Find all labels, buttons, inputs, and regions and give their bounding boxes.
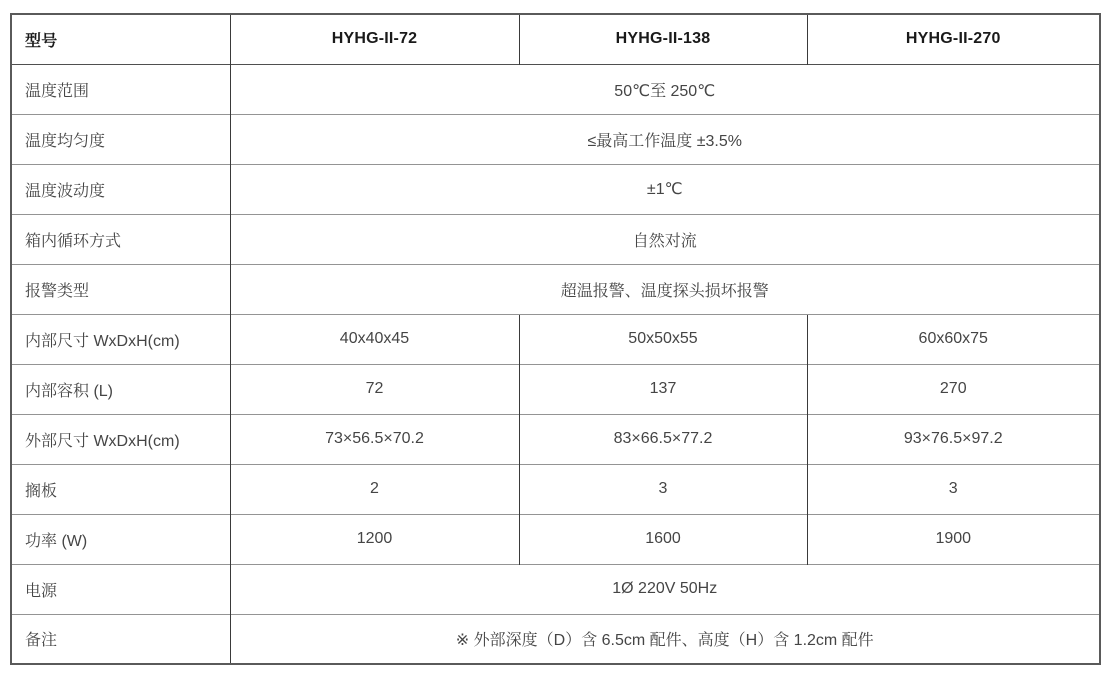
row-merged-value: 超温报警、温度探头损坏报警 xyxy=(230,264,1100,314)
header-model-label: 型号 xyxy=(25,32,58,50)
row-value-cell: 1200 xyxy=(230,514,519,564)
row-value-cell: 72 xyxy=(230,364,519,414)
row-label: 温度波动度 xyxy=(11,164,230,214)
table-row-power xyxy=(11,514,1100,564)
row-label: 内部尺寸 WxDxH(cm) xyxy=(11,314,230,364)
row-value-cell: 83×66.5×77.2 xyxy=(519,414,807,464)
table-row-internal-volume xyxy=(11,364,1100,414)
row-value-cell: 1600 xyxy=(519,514,807,564)
table-row-temperature-uniformity xyxy=(11,114,1100,164)
row-merged-value: ±1℃ xyxy=(230,164,1100,214)
row-label: 温度均匀度 xyxy=(11,114,230,164)
row-label: 内部容积 (L) xyxy=(11,364,230,414)
table-row-external-dimensions xyxy=(11,414,1100,464)
header-model-hyhg-ii-138: HYHG-II-138 xyxy=(519,14,807,64)
table-header-row xyxy=(11,14,1100,64)
row-value-cell: 93×76.5×97.2 xyxy=(807,414,1100,464)
row-value-cell: 270 xyxy=(807,364,1100,414)
table-row-temperature-range xyxy=(11,64,1100,114)
row-value-cell: 2 xyxy=(230,464,519,514)
row-value-cell: 60x60x75 xyxy=(807,314,1100,364)
row-label: 电源 xyxy=(11,564,230,614)
row-value-cell: 50x50x55 xyxy=(519,314,807,364)
table-row-shelves xyxy=(11,464,1100,514)
row-label: 报警类型 xyxy=(11,264,230,314)
table-row-alarm-type xyxy=(11,264,1100,314)
row-merged-value: ※ 外部深度（D）含 6.5cm 配件、高度（H）含 1.2cm 配件 xyxy=(230,614,1100,664)
row-label: 备注 xyxy=(11,614,230,664)
spec-table xyxy=(10,13,1101,665)
row-label: 外部尺寸 WxDxH(cm) xyxy=(11,414,230,464)
row-label: 搁板 xyxy=(11,464,230,514)
row-value-cell: 137 xyxy=(519,364,807,414)
row-value-cell: 3 xyxy=(519,464,807,514)
row-merged-value: 50℃至 250℃ xyxy=(230,64,1100,114)
row-value-cell: 3 xyxy=(807,464,1100,514)
row-merged-value: 自然对流 xyxy=(230,214,1100,264)
row-merged-value: 1Ø 220V 50Hz xyxy=(230,564,1100,614)
header-model-hyhg-ii-270: HYHG-II-270 xyxy=(807,14,1100,64)
row-merged-value: ≤最高工作温度 ±3.5% xyxy=(230,114,1100,164)
row-value-cell: 1900 xyxy=(807,514,1100,564)
table-row-internal-dimensions xyxy=(11,314,1100,364)
table-row-circulation-mode xyxy=(11,214,1100,264)
header-model-hyhg-ii-72: HYHG-II-72 xyxy=(230,14,519,64)
row-value-cell: 73×56.5×70.2 xyxy=(230,414,519,464)
row-label: 箱内循环方式 xyxy=(11,214,230,264)
row-value-cell: 40x40x45 xyxy=(230,314,519,364)
table-row-remarks xyxy=(11,614,1100,664)
table-row-temperature-fluctuation xyxy=(11,164,1100,214)
row-label: 功率 (W) xyxy=(11,514,230,564)
table-row-power-supply xyxy=(11,564,1100,614)
row-label: 温度范围 xyxy=(11,64,230,114)
